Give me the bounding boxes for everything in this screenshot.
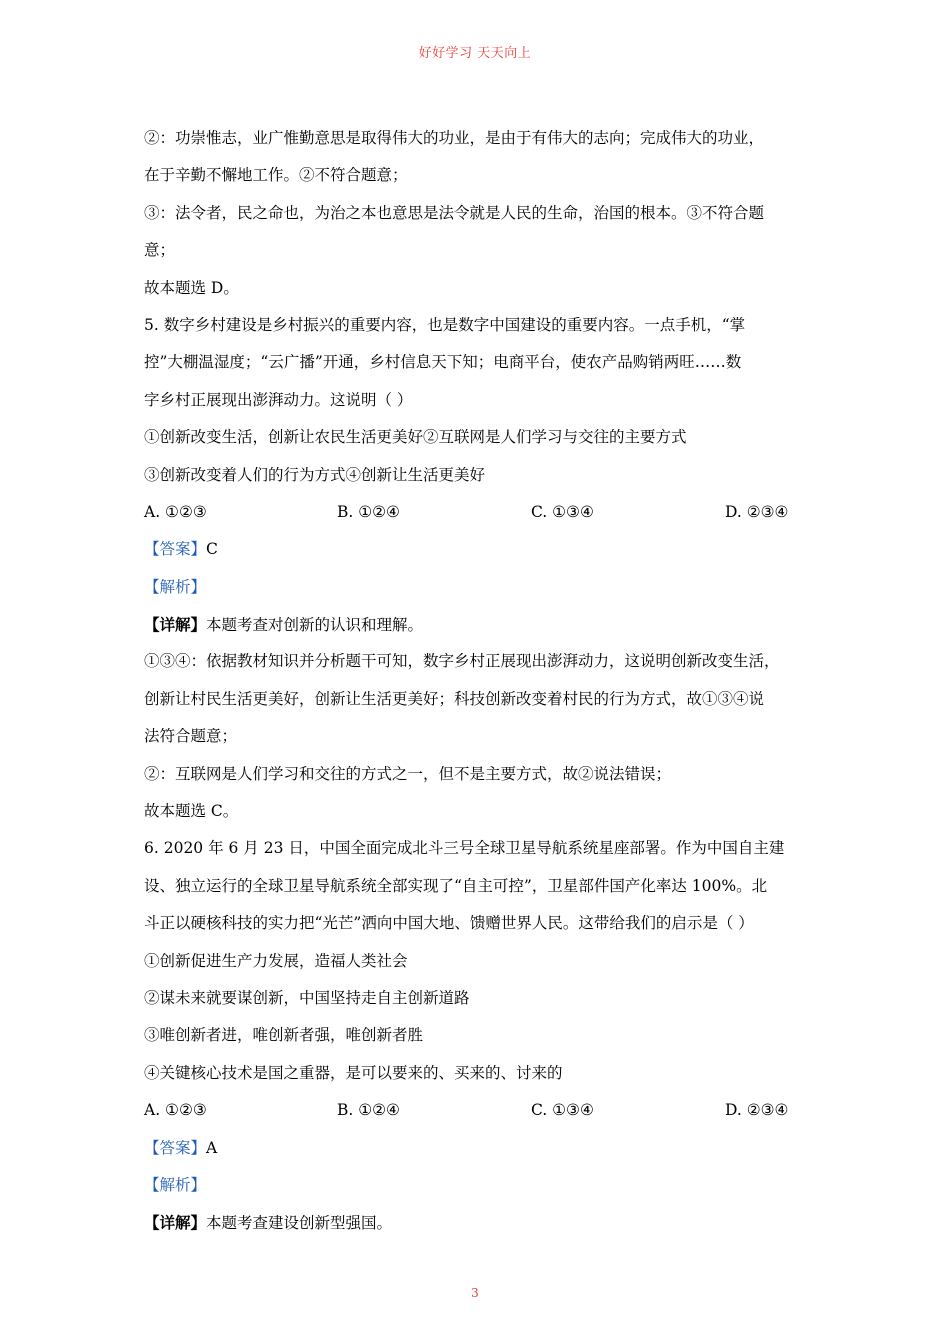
analysis-tag: 【解析】 — [144, 1175, 207, 1194]
question-5-detail — [144, 606, 824, 643]
question-5-stem: 控”大棚温湿度；“云广播”开通，乡村信息天下知；电商平台，使农产品购销两旺……数 — [144, 353, 742, 372]
question-6-stem: 设、独立运行的全球卫星导航系统全部实现了“自主可控”，卫星部件国产化率达 100%。北 — [144, 876, 768, 895]
question-5-statement: ①创新改变生活，创新让农民生活更美好②互联网是人们学习与交往的主要方式 — [144, 428, 687, 447]
answer-tag: 【答案】 — [144, 540, 207, 559]
text-line: ③：法令者，民之命也，为治之本也意思是法令就是人民的生命，治国的根本。③不符合题 — [144, 203, 765, 222]
explanation-line: 创新让村民生活更美好，创新让生活更美好；科技创新改变着村民的行为方式，故①③④说 — [144, 689, 765, 708]
option-b: B. ①②④ — [337, 1101, 400, 1120]
question-6-options — [144, 1092, 824, 1129]
question-6-statement: ①创新促进生产力发展，造福人类社会 — [144, 951, 408, 970]
option-d: D. ②③④ — [725, 502, 789, 521]
document-body — [144, 120, 824, 1242]
question-5-answer — [144, 531, 824, 568]
option-d: D. ②③④ — [725, 1101, 789, 1120]
answer-value: A — [206, 1138, 218, 1157]
explanation-line: ②：互联网是人们学习和交往的方式之一，但不是主要方式，故②说法错误； — [144, 764, 672, 783]
page-header-slogan: 好好学习 天天向上 — [418, 46, 532, 61]
detail-text: 本题考查对创新的认识和理解。 — [206, 616, 424, 635]
option-c: C. ①③④ — [531, 1101, 594, 1120]
option-c: C. ①③④ — [531, 502, 594, 521]
question-6-statement: ②谋未来就要谋创新，中国坚持走自主创新道路 — [144, 988, 470, 1007]
question-5-options — [144, 494, 824, 531]
question-6-stem: 斗正以硬核科技的实力把“光芒”洒向中国大地、馈赠世界人民。这带给我们的启示是（ ） — [144, 914, 754, 933]
detail-tag: 【详解】 — [144, 1213, 207, 1233]
text-line: 在于辛勤不懈地工作。②不符合题意； — [144, 166, 408, 185]
answer-value: C — [206, 540, 218, 559]
explanation-line: 法符合题意； — [144, 727, 238, 746]
question-6-statement: ④关键核心技术是国之重器，是可以要来的、买来的、讨来的 — [144, 1063, 563, 1082]
page-number: 3 — [471, 1286, 479, 1300]
conclusion-line: 故本题选 C。 — [144, 802, 239, 821]
option-b: B. ①②④ — [337, 502, 400, 521]
question-6-stem: 6. 2020 年 6 月 23 日，中国全面完成北斗三号全球卫星导航系统星座部署。作为中国自主建 — [144, 839, 785, 858]
answer-tag: 【答案】 — [144, 1138, 207, 1157]
question-5-analysis — [144, 569, 824, 606]
conclusion-line: 故本题选 D。 — [144, 278, 239, 297]
question-6-answer — [144, 1130, 824, 1167]
question-6-analysis — [144, 1167, 824, 1204]
question-5-statement: ③创新改变着人们的行为方式④创新让生活更美好 — [144, 465, 486, 484]
explanation-line: ①③④：依据教材知识并分析题干可知，数字乡村正展现出澎湃动力，这说明创新改变生活， — [144, 652, 780, 671]
analysis-tag: 【解析】 — [144, 577, 207, 596]
option-a: A. ①②③ — [144, 1101, 207, 1120]
question-5-stem: 字乡村正展现出澎湃动力。这说明（ ） — [144, 390, 413, 409]
detail-text: 本题考查建设创新型强国。 — [206, 1214, 393, 1233]
text-line: 意； — [144, 241, 176, 260]
question-5-stem: 5. 数字乡村建设是乡村振兴的重要内容，也是数字中国建设的重要内容。一点手机，“掌 — [144, 315, 746, 334]
option-a: A. ①②③ — [144, 502, 207, 521]
text-line: ②：功崇惟志，业广惟勤意思是取得伟大的功业，是由于有伟大的志向；完成伟大的功业， — [144, 129, 765, 147]
detail-tag: 【详解】 — [144, 615, 207, 635]
question-6-statement: ③唯创新者进，唯创新者强，唯创新者胜 — [144, 1026, 424, 1045]
question-6-detail — [144, 1204, 824, 1241]
